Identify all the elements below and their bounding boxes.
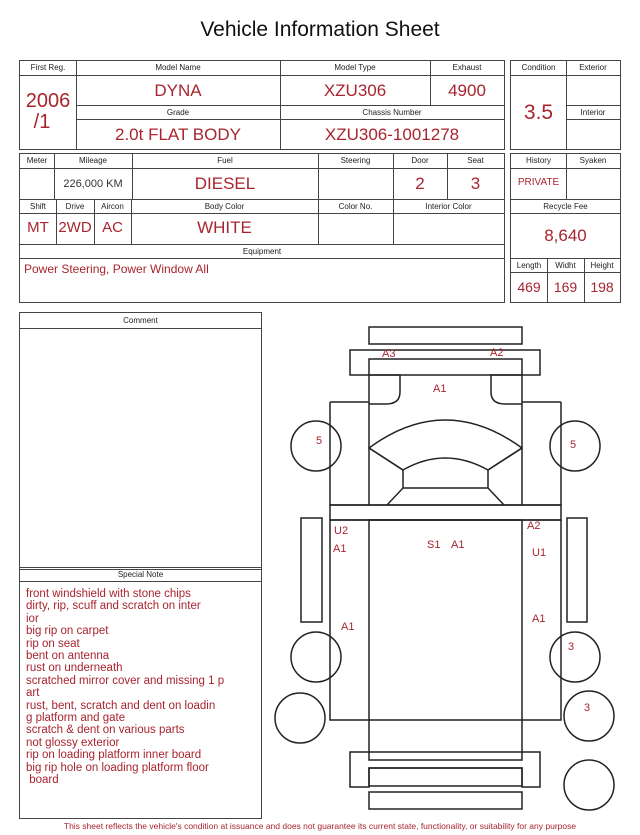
model-type-value: XZU306: [323, 81, 387, 100]
length-value: 469: [517, 279, 541, 295]
exhaust-label: Exhaust: [452, 63, 482, 72]
wheel-rear-right: [550, 632, 600, 682]
right-mirror: [567, 518, 587, 622]
front-grille: [350, 350, 540, 375]
damage-mark-s1: S1: [427, 539, 441, 551]
rear-bumper: [350, 752, 540, 787]
recycle-fee-label: Recycle Fee: [543, 202, 588, 211]
left-mirror: [301, 518, 322, 622]
left-a-pillar: [369, 448, 403, 505]
shift-value: MT: [27, 219, 49, 236]
damage-mark-a2-right: A2: [527, 520, 541, 532]
special-note-line: g platform and gate: [26, 712, 126, 725]
special-note-line: scratched mirror cover and missing 1 p: [26, 674, 225, 687]
first-reg-month: /1: [33, 111, 51, 133]
special-note-line: board: [26, 774, 59, 787]
interior-color-label: Interior Color: [425, 202, 472, 211]
special-note-line: rip on seat: [26, 637, 80, 650]
damage-mark-a1-center: A1: [451, 539, 465, 551]
door-value: 2: [415, 174, 425, 193]
special-note-line: dirty, rip, scuff and scratch on inter: [26, 600, 201, 613]
special-note-line: rust on underneath: [26, 662, 123, 675]
interior-label: Interior: [580, 108, 606, 117]
length-label: Length: [516, 261, 542, 270]
spare-wheel: [564, 691, 614, 741]
mileage-label: Mileage: [78, 156, 107, 165]
door-label: Door: [411, 156, 429, 165]
first-reg-label: First Reg.: [30, 63, 66, 72]
aircon-label: Aircon: [101, 202, 124, 211]
special-note-line: rip on loading platform inner board: [26, 749, 202, 762]
damage-mark-a2-top: A2: [490, 347, 504, 359]
special-note-line: big rip on carpet: [26, 625, 109, 638]
left-cab-side: [330, 402, 369, 505]
meter-label: Meter: [26, 156, 48, 165]
comment-label: Comment: [123, 316, 158, 325]
first-reg-year: 2006: [25, 90, 71, 112]
damage-mark-spare: 3: [584, 702, 591, 714]
exhaust-value: 4900: [448, 81, 486, 100]
model-name-label: Model Name: [155, 63, 201, 72]
rear-step: [369, 792, 522, 809]
mileage-value: 226,000 KM: [63, 178, 123, 190]
right-headlamp: [491, 375, 522, 404]
damage-mark-a1-hood: A1: [433, 383, 447, 395]
equipment-label: Equipment: [242, 247, 282, 256]
left-headlamp: [369, 375, 400, 404]
special-note-line: bent on antenna: [26, 650, 110, 663]
color-no-label: Color No.: [338, 202, 373, 211]
bed-outer: [330, 520, 561, 720]
damage-mark-wheel-rr: 3: [568, 641, 575, 653]
body-color-label: Body Color: [204, 202, 245, 211]
width-label: Widht: [555, 261, 576, 270]
page-title: Vehicle Information Sheet: [200, 18, 440, 41]
special-note-line: art: [26, 687, 40, 700]
damage-mark-wheel-fr: 5: [570, 439, 577, 451]
right-cab-side: [522, 402, 561, 505]
chassis-number-label: Chassis Number: [362, 108, 422, 117]
special-note-line: rust, bent, scratch and dent on loadin: [26, 699, 216, 712]
damage-mark-u1: U1: [532, 547, 547, 559]
recycle-fee-value: 8,640: [544, 226, 587, 245]
fuel-label: Fuel: [217, 156, 233, 165]
bed-floor: [369, 520, 522, 760]
height-label: Height: [590, 261, 614, 270]
damage-mark-a1-right-rear: A1: [532, 613, 546, 625]
wheel-rear-left: [291, 632, 341, 682]
syaken-label: Syaken: [579, 156, 607, 165]
damage-mark-u2: U2: [334, 525, 349, 537]
spare-wheel-lower: [564, 760, 614, 810]
steering-label: Steering: [340, 156, 371, 165]
width-value: 169: [553, 279, 578, 295]
wheel-rear-left-outer: [275, 693, 325, 743]
special-note-line: ior: [26, 612, 39, 625]
condition-value: 3.5: [523, 101, 554, 124]
bed-front-header: [330, 505, 561, 520]
rear-panel: [369, 768, 522, 786]
front-bumper: [369, 327, 522, 344]
special-note-line: big rip hole on loading platform floor: [26, 761, 209, 774]
damage-mark-a1-left-rear: A1: [341, 621, 355, 633]
exterior-label: Exterior: [579, 63, 607, 72]
damage-mark-a3: A3: [382, 348, 396, 360]
chassis-number-value: XZU306-1001278: [324, 125, 460, 144]
history-label: History: [526, 156, 551, 165]
model-name-value: DYNA: [154, 81, 202, 100]
height-value: 198: [590, 279, 614, 295]
seat-value: 3: [470, 174, 481, 193]
disclaimer-footer: This sheet reflects the vehicle's condition at issuance and does not guarantee its current state, functionality, or suitability for any purpose: [63, 821, 577, 831]
seat-label: Seat: [467, 156, 484, 165]
special-note-line: front windshield with stone chips: [26, 588, 191, 600]
condition-label: Condition: [521, 63, 556, 72]
shift-label: Shift: [29, 202, 46, 211]
equipment-value: Power Steering, Power Window All: [24, 262, 209, 276]
model-type-label: Model Type: [334, 63, 376, 72]
fuel-value: DIESEL: [194, 174, 256, 193]
damage-mark-wheel-fl: 5: [316, 435, 323, 447]
special-note-line: not glossy exterior: [26, 736, 120, 749]
body-color-value: WHITE: [197, 218, 252, 237]
special-note-label: Special Note: [117, 570, 164, 579]
drive-value: 2WD: [58, 219, 92, 236]
drive-label: Drive: [65, 202, 85, 211]
aircon-value: AC: [102, 219, 123, 236]
history-value: PRIVATE: [517, 177, 560, 188]
damage-mark-a1-left-door: A1: [333, 543, 347, 555]
grade-label: Grade: [166, 108, 190, 117]
special-note-line: scratch & dent on various parts: [26, 724, 185, 737]
right-a-pillar: [488, 448, 522, 505]
grade-value: 2.0t FLAT BODY: [115, 125, 241, 144]
